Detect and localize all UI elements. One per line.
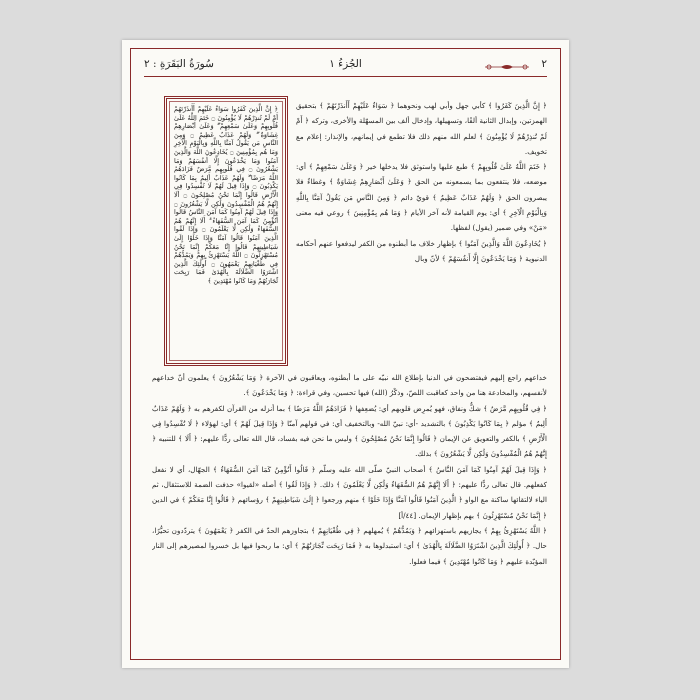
tafsir-paragraph: ﴿ إِنَّ الَّذِينَ كَفَرُوا ﴾ كأبي جهل وأبي لهب ونحوهما ﴿ سَوَاءٌ عَلَيْهِمْ أَأَنذَرْتَهُمْ ﴾ بتحقيق الهمزتين، وإبدال الثانية ألفًا، وتسهيلها، وإدخال ألف بين المسهّلة والأخرى، وتركه ﴿ أَمْ لَمْ تُنذِرْهُمْ لَا يُؤْمِنُونَ ﴾ لعلم الله منهم ذلك فلا تطمع في إيمانهم، والإنذار: إعلام مع تخويف. bbox=[296, 101, 547, 156]
quran-verses: ﴿ إِنَّ الَّذِينَ كَفَرُوا سَوَاءٌ عَلَيْهِمْ أَأَنذَرْتَهُمْ أَمْ لَمْ تُنذِرْهُمْ لَا يُؤْمِنُونَ ۝ خَتَمَ اللَّهُ عَلَىٰ قُلُوبِهِمْ وَعَلَىٰ سَمْعِهِمْ ۖ وَعَلَىٰ أَبْصَارِهِمْ غِشَاوَةٌ ۖ وَلَهُمْ عَذَابٌ عَظِيمٌ ۝ وَمِنَ النَّاسِ مَن يَقُولُ آمَنَّا بِاللَّهِ وَبِالْيَوْمِ الْآخِرِ وَمَا هُم بِمُؤْمِنِينَ ۝ يُخَادِعُونَ اللَّهَ وَالَّذِينَ آمَنُوا وَمَا يَخْدَعُونَ إِلَّا أَنفُسَهُمْ وَمَا يَشْعُرُونَ ۝ فِي قُلُوبِهِم مَّرَضٌ فَزَادَهُمُ اللَّهُ مَرَضًا ۖ وَلَهُمْ عَذَابٌ أَلِيمٌ بِمَا كَانُوا يَكْذِبُونَ ۝ وَإِذَا قِيلَ لَهُمْ لَا تُفْسِدُوا فِي الْأَرْضِ قَالُوا إِنَّمَا نَحْنُ مُصْلِحُونَ ۝ أَلَا إِنَّهُمْ هُمُ الْمُفْسِدُونَ وَلَٰكِن لَّا يَشْعُرُونَ ۝ وَإِذَا قِيلَ لَهُمْ آمِنُوا كَمَا آمَنَ النَّاسُ قَالُوا أَنُؤْمِنُ كَمَا آمَنَ السُّفَهَاءُ ۗ أَلَا إِنَّهُمْ هُمُ السُّفَهَاءُ وَلَٰكِن لَّا يَعْلَمُونَ ۝ وَإِذَا لَقُوا الَّذِينَ آمَنُوا قَالُوا آمَنَّا وَإِذَا خَلَوْا إِلَىٰ شَيَاطِينِهِمْ قَالُوا إِنَّا مَعَكُمْ إِنَّمَا نَحْنُ مُسْتَهْزِئُونَ ۝ اللَّهُ يَسْتَهْزِئُ بِهِمْ وَيَمُدُّهُمْ فِي طُغْيَانِهِمْ يَعْمَهُونَ ۝ أُولَٰئِكَ الَّذِينَ اشْتَرَوُا الضَّلَالَةَ بِالْهُدَىٰ فَمَا رَبِحَت تِّجَارَتُهُمْ وَمَا كَانُوا مُهْتَدِينَ ﴾ bbox=[169, 101, 283, 361]
tafsir-full-width bbox=[152, 370, 547, 646]
juz-title: الجُزءُ ١ bbox=[329, 58, 362, 70]
tafsir-paragraph: خداعهم راجع إليهم فيفتضحون في الدنيا بإطلاع الله نبيّه على ما أبطنوه، ويعاقبون في الآخرة ﴿ وَمَا يَشْعُرُونَ ﴾ يعلمون أنّ خداعهم لأنفسهم، والمخادعة هنا من واحد كعاقبت اللصّ، وذكْرُ (الله) فيها تحسين، وفي قراءة: ﴿ وَمَا يَخْدَعُونَ ﴾. bbox=[152, 373, 547, 398]
tafsir-paragraph: ﴿ يُخَادِعُونَ اللَّهَ وَالَّذِينَ آمَنُوا ﴾ بإظهار خلاف ما أبطنوه من الكفر ليدفعوا عنهم أحكامه الدنيوية ﴿ وَمَا يَخْدَعُونَ إِلَّا أَنفُسَهُمْ ﴾ لأنّ وبال bbox=[296, 238, 547, 263]
ornament-icon bbox=[483, 63, 531, 71]
page-header bbox=[144, 58, 547, 76]
tafsir-side-column bbox=[296, 98, 547, 368]
page-number: ٢ bbox=[541, 58, 547, 70]
tafsir-paragraph: ﴿ فِي قُلُوبِهِم مَّرَضٌ ﴾ شكٌّ ونفاق، فهو يُمرِض قلوبهم أي: يُضعِفها ﴿ فَزَادَهُمُ اللَّهُ مَرَضًا ﴾ بما أنزله من القرآن لكفرهم به ﴿ وَلَهُمْ عَذَابٌ أَلِيمٌ ﴾ مؤلم ﴿ بِمَا كَانُوا يَكْذِبُونَ ﴾ بالتشديد -أي: نبيّ الله- وبالتخفيف أي: في قولهم آمنّا ﴿ وَإِذَا قِيلَ لَهُمْ ﴾ أي: لهؤلاء ﴿ لَا تُفْسِدُوا فِي الْأَرْضِ ﴾ بالكفر والتعويق عن الإيمان ﴿ قَالُوا إِنَّمَا نَحْنُ مُصْلِحُونَ ﴾ وليس ما نحن فيه بفساد، قال الله تعالى ردًّا عليهم: ﴿ أَلَا ﴾ للتنبيه ﴿ إِنَّهُمْ هُمُ الْمُفْسِدُونَ وَلَٰكِن لَّا يَشْعُرُونَ ﴾ بذلك. bbox=[152, 403, 547, 459]
tafsir-paragraph: ﴿ خَتَمَ اللَّهُ عَلَىٰ قُلُوبِهِمْ ﴾ طبع عليها واستوثق فلا يدخلها خير ﴿ وَعَلَىٰ سَمْعِهِمْ ﴾ أي: موضعه، فلا ينتفعون بما يسمعونه من الحق ﴿ وَعَلَىٰ أَبْصَارِهِمْ غِشَاوَةٌ ﴾ وغطاءٌ فلا يبصرون الحق ﴿ وَلَهُمْ عَذَابٌ عَظِيمٌ ﴾ قويّ دائم ﴿ وَمِنَ النَّاسِ مَن يَقُولُ آمَنَّا بِاللَّهِ وَبِالْيَوْمِ الْآخِرِ ﴾ أي: يوم القيامة لأنه آخر الأيام ﴿ وَمَا هُم بِمُؤْمِنِينَ ﴾ روعي فيه معنى «مَنْ» وفي ضمير (يقول) لفظها. bbox=[296, 162, 547, 233]
quran-text-box bbox=[164, 96, 288, 366]
tafsir-paragraph: ﴿ وَإِذَا قِيلَ لَهُمْ آمِنُوا كَمَا آمَنَ النَّاسُ ﴾ أصحاب النبيّ صلّى الله عليه وسلّم ﴿ قَالُوا أَنُؤْمِنُ كَمَا آمَنَ السُّفَهَاءُ ﴾ الجهّال، أي لا نفعل كفعلهم. قال تعالى ردًّا عليهم: ﴿ أَلَا إِنَّهُمْ هُمُ السُّفَهَاءُ وَلَٰكِن لَّا يَعْلَمُونَ ﴾ ذلك. ﴿ وَإِذَا لَقُوا ﴾ أصله «لقيوا» حذفت الضمة للاستثقال، ثم الياء لالتقائها ساكنة مع الواو ﴿ الَّذِينَ آمَنُوا قَالُوا آمَنَّا وَإِذَا خَلَوْا ﴾ منهم ورجعوا ﴿ إِلَىٰ شَيَاطِينِهِمْ ﴾ رؤسائهم ﴿ قَالُوا إِنَّا مَعَكُمْ ﴾ في الدين ﴿ إِنَّمَا نَحْنُ مُسْتَهْزِئُونَ ﴾ بهم بإظهار الإيمان. [٤٤/أ] bbox=[152, 464, 547, 520]
tafsir-paragraph: ﴿ اللَّهُ يَسْتَهْزِئُ بِهِمْ ﴾ يجازيهم باستهزائهم ﴿ وَيَمُدُّهُمْ ﴾ يُمهلهم ﴿ فِي طُغْيَانِهِمْ ﴾ بتجاوزهم الحدّ في الكفر ﴿ يَعْمَهُونَ ﴾ يتردّدون تحيُّرًا، حال. ﴿ أُولَٰئِكَ الَّذِينَ اشْتَرَوُا الضَّلَالَةَ بِالْهُدَىٰ ﴾ أي: استبدلوها به ﴿ فَمَا رَبِحَت تِّجَارَتُهُمْ ﴾ أي: ما ربحوا فيها بل خسروا لمصيرهم إلى النار المؤبّدة عليهم ﴿ وَمَا كَانُوا مُهْتَدِينَ ﴾ فيما فعلوا. bbox=[152, 525, 547, 566]
header-divider bbox=[144, 76, 547, 77]
surah-title: سُورَةُ البَقَرَةِ : ٢ bbox=[144, 58, 214, 70]
book-page bbox=[122, 40, 569, 668]
